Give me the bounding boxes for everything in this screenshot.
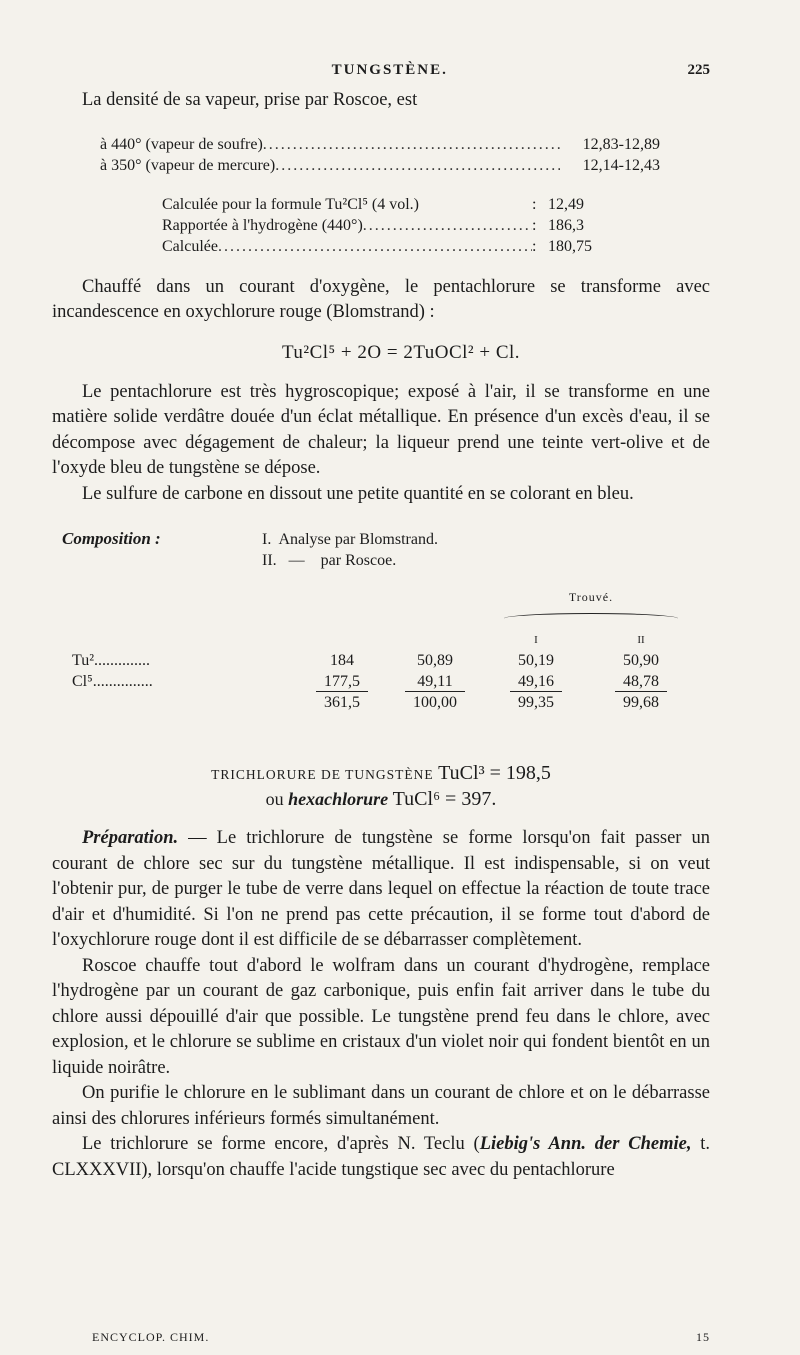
row-label: à 350° (vapeur de mercure) — [100, 156, 276, 174]
table-row — [72, 650, 696, 671]
cell: 50,89 — [417, 651, 453, 669]
total-cell: 100,00 — [405, 691, 465, 711]
page-number: 225 — [687, 62, 710, 78]
column-number: I — [534, 633, 538, 646]
total-cell: 99,68 — [615, 691, 667, 711]
teclu-paragraph — [52, 1132, 710, 1183]
brace-rule — [504, 613, 678, 624]
row-label: à 440° (vapeur de soufre) — [100, 135, 263, 153]
hygroscopic-paragraph: Le pentachlorure est très hygroscopique; exposé à l'air, il se transforme en une matière solide verdâtre douée d'un éclat métallique. En présence d'un excès d'eau, il se décompose avec dégagement de chaleur; la liqueur prend une teinte vert-olive et de l'oxyde bleu de tungstène se dépose. — [52, 381, 710, 478]
cell: 50,90 — [623, 651, 659, 669]
cell: 184 — [330, 651, 354, 669]
found-header: Trouvé. — [568, 590, 614, 604]
composition-heading — [52, 529, 710, 583]
section-alt-formula: TuCl⁶ = 397. — [392, 788, 497, 810]
total-cell: 361,5 — [316, 691, 368, 711]
vapour-density-row — [100, 134, 660, 155]
calculated-density-list — [162, 194, 602, 257]
row-value: 180,75 — [548, 237, 592, 255]
composition-table — [72, 587, 696, 713]
cell: 49,11 — [417, 672, 453, 690]
cell: 177,5 — [324, 672, 360, 690]
teclu-text-end: t. CLXXXVII), lorsqu'on chauffe l'acide tungstique sec avec du pentachlorure — [52, 1134, 711, 1180]
vapour-density-row — [100, 155, 660, 176]
running-title: TUNGSTÈNE. — [331, 62, 448, 78]
analysis-line: I. Analyse par Blomstrand. — [262, 531, 438, 548]
total-cell: 99,35 — [510, 691, 562, 711]
analysis-line: II. — par Roscoe. — [262, 552, 397, 569]
calc-row: Calculée pour la formule Tu²Cl⁵ (4 vol.) : 12,49 — [162, 195, 584, 213]
section-heading — [52, 761, 710, 812]
row-label: Calculée — [162, 237, 218, 255]
column-number: II — [637, 633, 645, 646]
total-row — [72, 692, 696, 713]
footer-series: ENCYCLOP. CHIM. — [92, 1330, 210, 1344]
row-value: 12,49 — [548, 195, 584, 213]
roscoe-paragraph: Roscoe chauffe tout d'abord le wolfram dans un courant d'hydrogène, remplace l'hydrogène par un courant de gaz carbonique, puis enfin fait arriver dans le tube du chlore aussi dépouillé d'air que possible. Le tungstène prend feu dans le chlore, avec explosion, et le chlorure se sublime en cristaux d'un violet noir qui fondent bientôt en un liquide noirâtre. — [52, 955, 710, 1078]
cell: 49,16 — [518, 672, 554, 690]
row-label: Rapportée à l'hydrogène (440°) — [162, 216, 363, 234]
intro-paragraph: La densité de sa vapeur, prise par Roscoe, est — [82, 90, 418, 110]
signature-mark: 15 — [696, 1330, 710, 1344]
cell: 50,19 — [518, 651, 554, 669]
section-formula: TuCl³ = 198,5 — [438, 762, 551, 784]
journal-reference: Liebig's Ann. der Chemie, — [479, 1134, 692, 1154]
element-name: Cl⁵............... — [72, 672, 153, 690]
row-value: 186,3 — [548, 216, 584, 234]
purification-paragraph: On purifie le chlorure en le sublimant dans un courant de chlore et on le débarrasse ainsi des chlorures inférieurs formés simultanément. — [52, 1083, 710, 1129]
table-row — [72, 671, 696, 692]
carbon-sulfide-paragraph: Le sulfure de carbone en dissout une petite quantité en se colorant en bleu. — [82, 483, 634, 504]
reaction-equation: Tu²Cl⁵ + 2O = 2TuOCl² + Cl. — [281, 341, 521, 363]
section-title: TRICHLORURE DE TUNGSTÈNE — [211, 767, 434, 782]
row-label: Calculée pour la formule Tu²Cl⁵ (4 vol.) — [162, 195, 420, 213]
teclu-text: Le trichlorure se forme encore, d'après N. Teclu ( — [82, 1134, 480, 1154]
preparation-text: — Le trichlorure de tungstène se forme lorsqu'on fait passer un courant de chlore sec sur du tungstène métallique. Il est indispensable, si on veut l'obtenir pur, de purger le tube de verre dans lequel on effectue la réaction de toute trace d'air et d'humidité. Si l'on ne prend pas cette précaution, il se forme tout d'abord de l'oxychlorure rouge dont il est difficile de se débarrasser complètement. — [52, 828, 710, 950]
calc-row: Rapportée à l'hydrogène (440°) ..... : 186,3 — [162, 215, 602, 236]
page-footer — [92, 1330, 710, 1345]
composition-label: Composition : — [62, 529, 161, 548]
section-alt-name: hexachlorure — [288, 789, 389, 809]
calc-row: Calculée ..... : 180,75 — [162, 236, 602, 257]
row-value: 12,83-12,89 — [582, 135, 660, 153]
preparation-label: Préparation. — [82, 828, 179, 848]
vapour-density-list — [100, 134, 660, 176]
oxygen-paragraph: Chauffé dans un courant d'oxygène, le pentachlorure se transforme avec incandescence en oxychlorure rouge (Blomstrand) : — [52, 276, 710, 322]
preparation-paragraph — [52, 826, 710, 954]
section-or: ou — [265, 789, 284, 809]
cell: 48,78 — [623, 672, 659, 690]
running-head — [52, 62, 710, 88]
row-value: 12,14-12,43 — [582, 156, 660, 174]
element-name: Tu².............. — [72, 651, 151, 669]
